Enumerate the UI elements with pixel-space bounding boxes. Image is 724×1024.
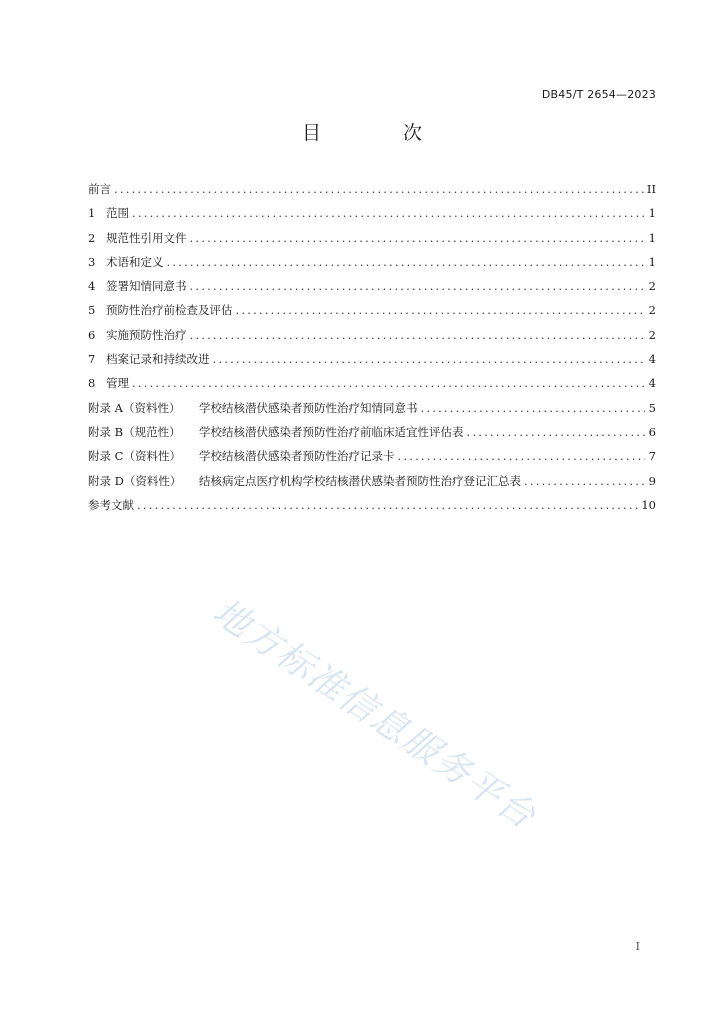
toc-entry-number: 2 [88,230,96,245]
toc-entry-label: 学校结核潜伏感染者预防性治疗知情同意书 [199,400,418,415]
toc-entry-terms[interactable] [88,254,656,278]
toc-leader-dots [167,255,646,269]
toc-entry-page: II [646,182,656,196]
toc-entry-management[interactable] [88,375,656,399]
toc-entry-label: 实施预防性治疗 [106,327,187,342]
toc-entry-scope[interactable] [88,205,656,229]
toc-entry-number: 7 [88,352,96,367]
toc-leader-dots [190,328,646,342]
toc-entry-label: 术语和定义 [106,254,164,269]
toc-entry-label: 参考文献 [88,497,134,512]
toc-entry-label: 规范性引用文件 [106,230,187,245]
page-number: I [635,940,640,953]
toc-entry-page: 1 [648,206,656,221]
toc-leader-dots [398,449,646,463]
toc-leader-dots [467,425,646,439]
page-title: 目 次 [301,122,461,144]
toc-entry-normative-references[interactable] [88,230,656,254]
toc-entry-page: 2 [648,303,656,318]
toc-leader-dots [421,401,646,415]
toc-entry-page: 2 [648,279,656,294]
toc-leader-dots [213,352,646,366]
toc-entry-records[interactable] [88,351,656,375]
toc-entry-appendix-c[interactable] [88,448,656,472]
toc-entry-consent[interactable] [88,278,656,302]
toc-entry-page: 1 [648,254,656,269]
toc-entry-pre-assessment[interactable] [88,302,656,326]
toc-entry-label: 预防性治疗前检查及评估 [106,303,233,318]
toc-entry-bibliography[interactable] [88,497,656,521]
toc-leader-dots [190,279,646,293]
toc-entry-label: 结核病定点医疗机构学校结核潜伏感染者预防性治疗登记汇总表 [199,473,521,488]
watermark: 地方标准信息服务平台 [205,591,544,838]
toc-leader-dots [132,206,645,220]
toc-entry-page: 10 [641,497,656,512]
toc-entry-page: 4 [648,376,656,391]
table-of-contents [88,181,656,521]
toc-leader-dots [137,498,638,512]
toc-entry-label: 学校结核潜伏感染者预防性治疗记录卡 [199,449,395,464]
toc-entry-page: 1 [648,230,656,245]
toc-entry-label: 签署知情同意书 [106,279,187,294]
toc-entry-number: 1 [88,206,96,221]
toc-entry-appendix-prefix: 附录 C（资料性） [88,449,181,464]
toc-entry-appendix-b[interactable] [88,424,656,448]
toc-entry-page: 7 [648,449,656,464]
toc-entry-page: 4 [648,352,656,367]
toc-entry-page: 6 [648,424,656,439]
toc-entry-label: 前言 [88,182,111,196]
toc-entry-appendix-prefix: 附录 A（资料性） [88,400,181,415]
toc-entry-appendix-a[interactable] [88,400,656,424]
toc-entry-number: 6 [88,327,96,342]
toc-entry-label: 范围 [106,206,129,221]
toc-leader-dots [236,303,646,317]
toc-leader-dots [132,376,645,390]
toc-entry-appendix-prefix: 附录 B（规范性） [88,424,181,439]
toc-entry-label: 管理 [106,376,129,391]
toc-entry-treatment[interactable] [88,327,656,351]
toc-entry-page: 5 [648,400,656,415]
toc-leader-dots [524,474,645,488]
toc-entry-number: 5 [88,303,96,318]
toc-entry-appendix-prefix: 附录 D（资料性） [88,473,182,488]
toc-entry-label: 学校结核潜伏感染者预防性治疗前临床适宜性评估表 [199,424,464,439]
toc-leader-dots [114,182,644,196]
toc-entry-number: 3 [88,254,96,269]
toc-entry-number: 8 [88,376,96,391]
toc-entry-foreword[interactable] [88,181,656,205]
toc-entry-page: 2 [648,327,656,342]
toc-entry-page: 9 [648,473,656,488]
toc-entry-label: 档案记录和持续改进 [106,352,210,367]
toc-leader-dots [190,231,646,245]
standard-code: DB45/T 2654—2023 [541,88,656,101]
toc-entry-appendix-d[interactable] [88,473,656,497]
toc-entry-number: 4 [88,279,96,294]
